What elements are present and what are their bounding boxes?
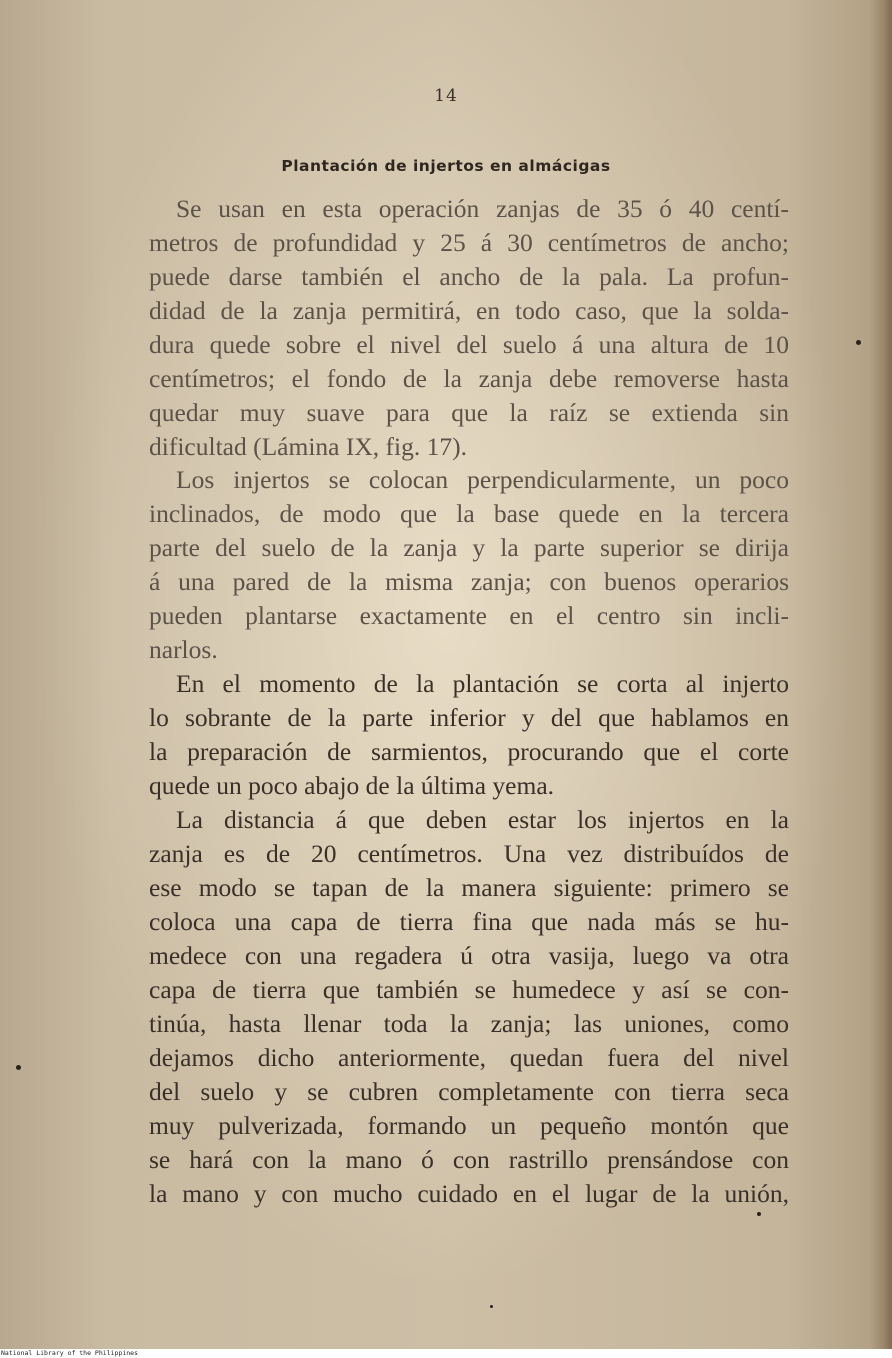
ink-speck — [856, 340, 861, 345]
text-line: del suelo y se cubren completamente con tierra seca — [149, 1077, 789, 1106]
paragraph-3 — [149, 667, 789, 803]
text-line: dura quede sobre el nivel del suelo á una altura de 10 — [149, 330, 789, 359]
text-line: centímetros; el fondo de la zanja debe removerse hasta — [149, 364, 789, 393]
text-line: didad de la zanja permitirá, en todo caso, que la solda- — [149, 296, 789, 325]
paragraph-2 — [149, 463, 789, 667]
text-line: tinúa, hasta llenar toda la zanja; las uniones, como — [149, 1009, 789, 1038]
text-line: la mano y con mucho cuidado en el lugar de la unión, — [149, 1179, 789, 1208]
text-line: La distancia á que deben estar los injertos en la — [176, 805, 789, 834]
text-line: Los injertos se colocan perpendicularmente, un poco — [176, 465, 789, 494]
text-line: muy pulverizada, formando un pequeño montón que — [149, 1111, 789, 1140]
text-line: á una pared de la misma zanja; con buenos operarios — [149, 567, 789, 596]
text-line: Se usan en esta operación zanjas de 35 ó 40 centí- — [176, 194, 789, 223]
text-line: capa de tierra que también se humedece y así se con- — [149, 975, 789, 1004]
text-line: parte del suelo de la zanja y la parte superior se dirija — [149, 533, 789, 562]
text-line: medece con una regadera ú otra vasija, luego va otra — [149, 941, 789, 970]
ink-speck — [490, 1305, 493, 1308]
text-line: quedar muy suave para que la raíz se extienda sin — [149, 398, 789, 427]
text-line: metros de profundidad y 25 á 30 centímetros de ancho; — [149, 228, 789, 257]
ink-speck — [757, 1212, 761, 1216]
page-number: 14 — [434, 86, 458, 106]
text-line: puede darse también el ancho de la pala. La profun- — [149, 262, 789, 291]
text-line: pueden plantarse exactamente en el centro sin incli- — [149, 601, 789, 630]
page-edge-shadow — [870, 0, 892, 1349]
footer-credit: National Library of the Philippines — [0, 1349, 892, 1358]
text-line: quede un poco abajo de la última yema. — [149, 771, 555, 800]
text-line: inclinados, de modo que la base quede en la tercera — [149, 499, 789, 528]
text-line: lo sobrante de la parte inferior y del que hablamos en — [149, 703, 789, 732]
paragraph-4 — [149, 803, 789, 1211]
text-line: dejamos dicho anteriormente, quedan fuera del nivel — [149, 1043, 789, 1072]
text-line: narlos. — [149, 635, 218, 664]
section-heading: Plantación de injertos en almácigas — [281, 157, 611, 175]
text-line: la preparación de sarmientos, procurando que el corte — [149, 737, 789, 766]
text-line: En el momento de la plantación se corta al injerto — [176, 669, 789, 698]
paragraph-1 — [149, 192, 789, 464]
text-line: zanja es de 20 centímetros. Una vez distribuídos de — [149, 839, 789, 868]
ink-speck — [16, 1065, 21, 1070]
text-line: ese modo se tapan de la manera siguiente: primero se — [149, 873, 789, 902]
text-line: se hará con la mano ó con rastrillo prensándose con — [149, 1145, 789, 1174]
text-line: coloca una capa de tierra fina que nada más se hu- — [149, 907, 789, 936]
text-line: dificultad (Lámina IX, fig. 17). — [149, 432, 467, 461]
